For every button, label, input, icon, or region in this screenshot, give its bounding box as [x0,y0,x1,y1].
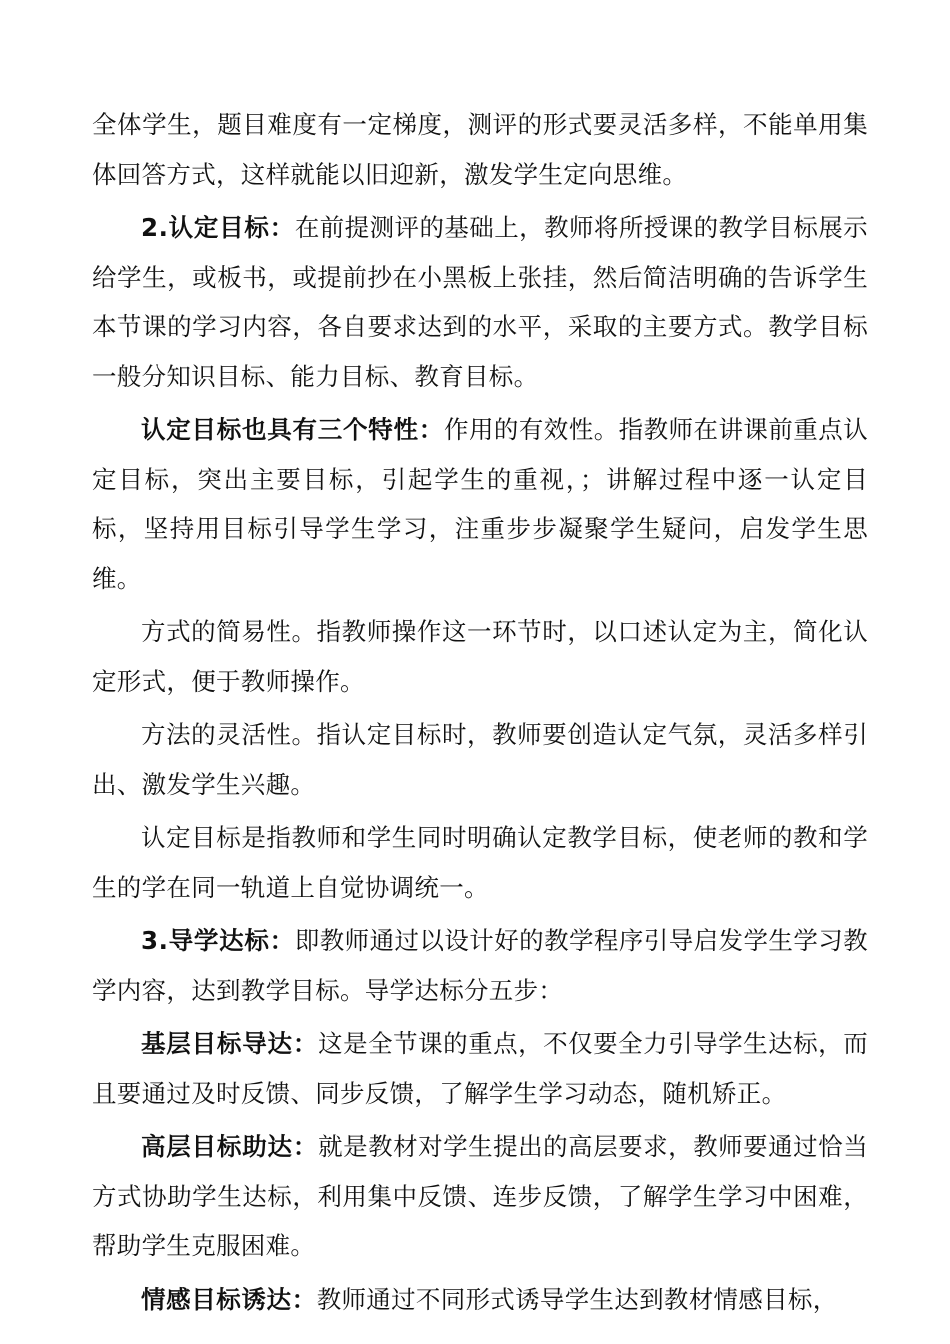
section-heading: 3.导学达标： [141,926,295,955]
paragraph-text: 教师通过不同形式诱导学生达到教材情感目标， [316,1284,838,1314]
section-heading: 情感目标诱达： [141,1284,317,1314]
paragraph-text: 就是教材对学生提出的高层要求，教师要通过恰当方式协助学生达标，利用集中反馈、连步反馈，了解学生学习中困难，帮助学生克服困难。 [92,1132,868,1260]
paragraph-set-objectives [92,203,868,401]
document-body [92,100,868,1328]
paragraph-text: 认定目标是指教师和学生同时明确认定教学目标，使老师的教和学生的学在同一轨道上自觉协调统一。 [92,823,868,902]
paragraph-text: 这是全节课的重点，不仅要全力引导学生达标，而且要通过及时反馈、同步反馈，了解学生学习动态，随机矫正。 [92,1029,868,1108]
paragraph-text: 在前提测评的基础上，教师将所授课的教学目标展示给学生，或板书，或提前抄在小黑板上张挂，然后简洁明确的告诉学生本节课的学习内容，各自要求达到的水平，采取的主要方式。教学目标一般分知识目标、能力目标、教育目标。 [92,213,868,391]
paragraph-basic-objective [92,1019,868,1118]
paragraph-simplicity [92,607,868,706]
section-heading: 认定目标也具有三个特性： [141,415,444,444]
paragraph-text: 全体学生，题目难度有一定梯度，测评的形式要灵活多样，不能单用集体回答方式，这样就能以旧迎新，激发学生定向思维。 [92,110,868,189]
section-heading: 2.认定目标： [141,213,295,242]
paragraph-text: 作用的有效性。指教师在讲课前重点认定目标，突出主要目标，引起学生的重视，；讲解过程中逐一认定目标，坚持用目标引导学生学习，注重步步凝聚学生疑问，启发学生思维。 [92,415,868,593]
paragraph-definition [92,813,868,912]
paragraph-text: 方式的简易性。指教师操作这一环节时，以口述认定为主，简化认定形式，便于教师操作。 [92,617,868,696]
paragraph-high-objective [92,1122,868,1271]
paragraph-text: 方法的灵活性。指认定目标时，教师要创造认定气氛，灵活多样引出、激发学生兴趣。 [92,720,868,799]
paragraph-text: 即教师通过以设计好的教学程序引导启发学生学习教学内容，达到教学目标。导学达标分五步： [92,926,868,1005]
section-heading: 高层目标助达： [141,1132,319,1161]
paragraph-emotional-objective [92,1275,868,1325]
paragraph-three-properties [92,405,868,603]
section-heading: 基层目标导达： [141,1029,319,1058]
paragraph-continuation [92,100,868,199]
paragraph-guided-achievement [92,916,868,1015]
paragraph-flexibility [92,710,868,809]
